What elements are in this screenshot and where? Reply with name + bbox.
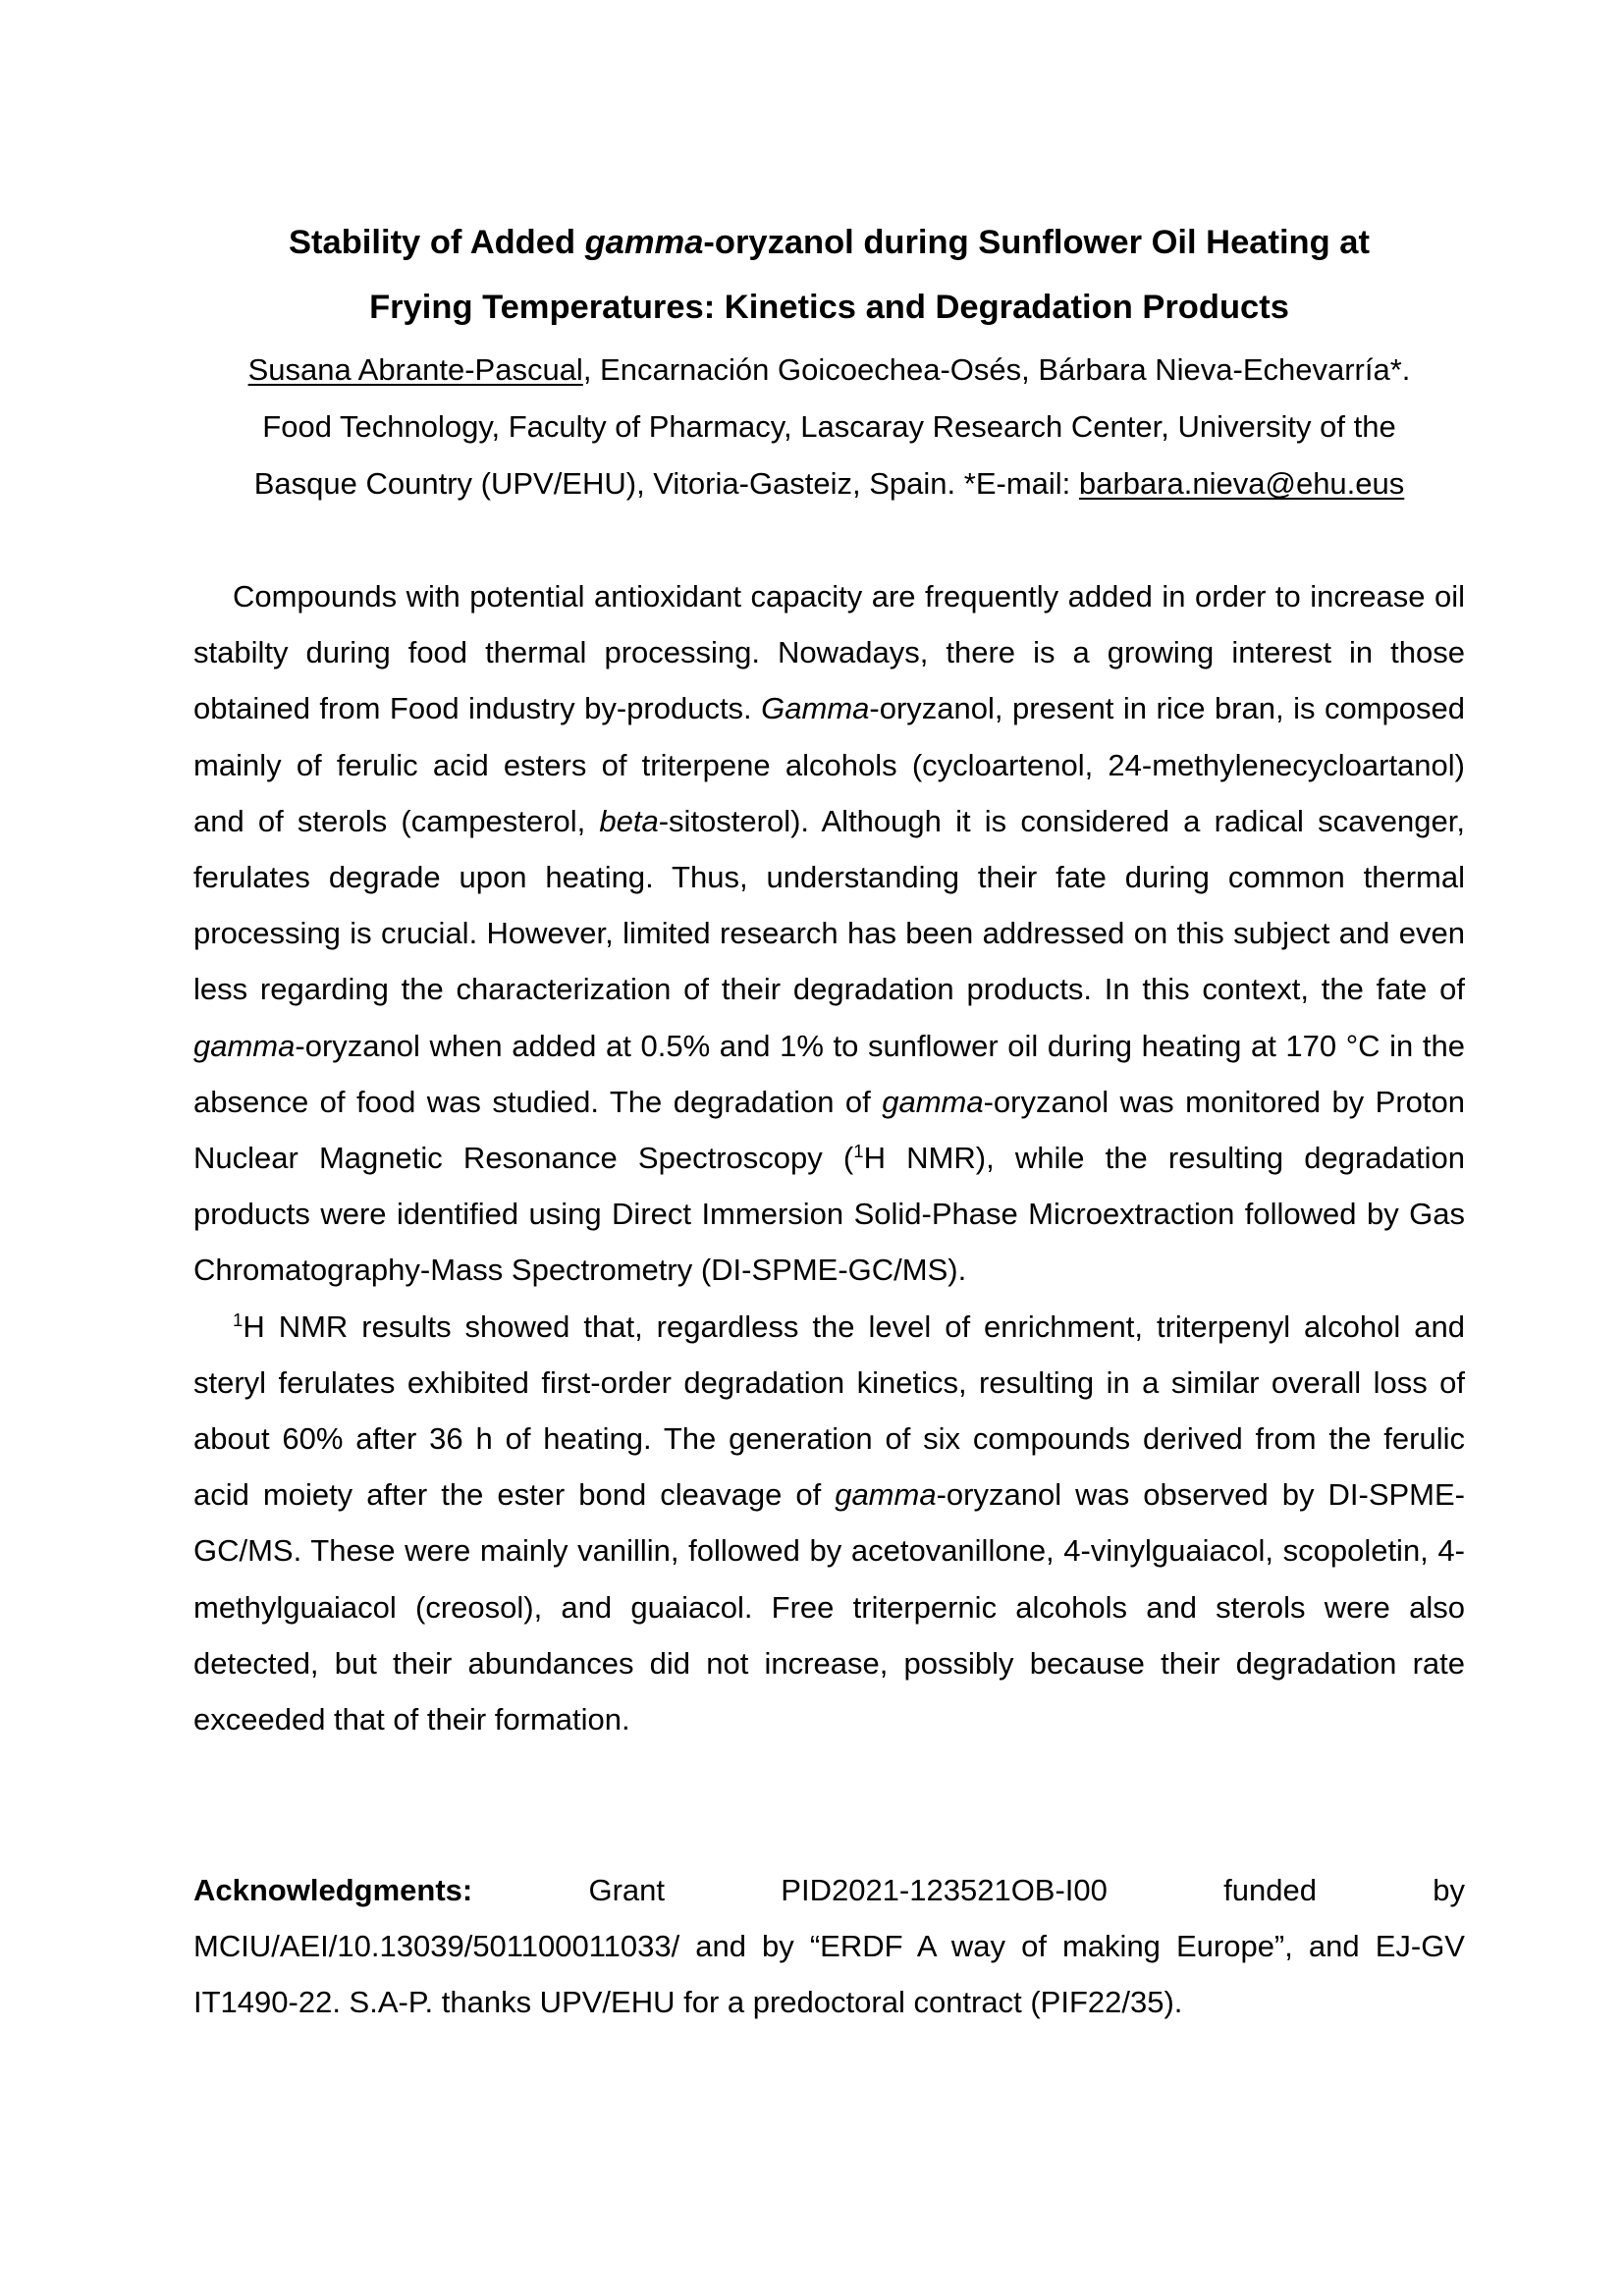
acknowledgments-section: [193, 1862, 1465, 2031]
abstract-paragraph-1: [193, 568, 1465, 1299]
italic-term: beta: [599, 803, 659, 838]
title-line-2: Frying Temperatures: Kinetics and Degradation Products: [369, 289, 1289, 326]
authors-affiliation-block: [193, 342, 1465, 512]
email-link[interactable]: barbara.nieva@ehu.eus: [1078, 466, 1405, 501]
isotope-superscript: 1: [233, 1308, 244, 1330]
body-text: Compounds with potential antioxidant capacity are frequently added in order to increase oil stabilty during food thermal processing. Nowadays, there is a growing interest in those obtained from Food industry by-products.: [193, 579, 1465, 726]
title-italic-term: gamma: [584, 224, 704, 261]
paper-title: [193, 210, 1465, 340]
abstract-body: [193, 568, 1465, 1747]
co-authors: , Encarnación Goicoechea-Osés, Bárbara Nieva-Echevarría*.: [582, 352, 1411, 387]
italic-term: Gamma: [761, 691, 870, 726]
presenting-author: Susana Abrante-Pascual: [247, 352, 583, 387]
body-text: -oryzanol, present in rice bran, is composed mainly of ferulic acid esters of triterpene alcohols (cycloartenol, 24-methylenecycloartanol) and of sterols (campesterol,: [193, 691, 1465, 838]
body-text: H NMR results showed that, regardless the level of enrichment, triterpenyl alcohol and steryl ferulates exhibited first-order degradation kinetics, resulting in a similar overall loss of about 60% after 36 h of heating. The generation of six compounds derived from the ferulic acid moiety after the ester bond cleavage of: [193, 1308, 1465, 1513]
affiliation-line-2: [193, 455, 1465, 512]
acknowledgments-text: Grant PID2021-123521OB-I00 funded by MCIU/AEI/10.13039/501100011033/ and by “ERDF A way of making Europe”, and EJ-GV IT1490-22. S.A-P. thanks UPV/EHU for a predoctoral contract (PIF22/35).: [193, 1873, 1465, 2020]
italic-term: gamma: [882, 1084, 984, 1119]
body-text: -sitosterol). Although it is considered a radical scavenger, ferulates degrade upon heating. Thus, understanding their fate during common thermal processing is crucial. However, limited research has been addressed on this subject and even less regarding the characterization of their degradation products. In this context, the fate of: [193, 803, 1465, 1007]
acknowledgments-label: Acknowledgments:: [193, 1873, 473, 1907]
title-text: -oryzanol during Sunflower Oil Heating at: [703, 224, 1370, 261]
title-line-1: [193, 210, 1465, 275]
acknowledgments-paragraph: [193, 1862, 1465, 2031]
affiliation-line-1: Food Technology, Faculty of Pharmacy, Lascaray Research Center, University of the: [262, 409, 1396, 444]
author-list: [193, 342, 1465, 399]
body-text: -oryzanol was monitored by Proton Nuclear Magnetic Resonance Spectroscopy (: [193, 1084, 1465, 1176]
abstract-paragraph-2: [193, 1299, 1465, 1748]
title-text: Stability of Added: [289, 224, 585, 261]
body-text: -oryzanol was observed by DI-SPME-GC/MS. These were mainly vanillin, followed by acetovanillone, 4-vinylguaiacol, scopoletin, 4-methylguaiacol (creosol), and guaiacol. Free triterpernic alcohols and sterols were also detected, but their abundances did not increase, possibly because their degradation rate exceeded that of their formation.: [193, 1477, 1466, 1737]
italic-term: gamma: [193, 1028, 296, 1063]
isotope-superscript: 1: [853, 1140, 864, 1161]
italic-term: gamma: [835, 1477, 937, 1513]
body-text: -oryzanol when added at 0.5% and 1% to sunflower oil during heating at 170 °C in the absence of food was studied. The degradation of: [193, 1028, 1465, 1119]
body-text: H NMR), while the resulting degradation products were identified using Direct Immersion Solid-Phase Microextraction followed by Gas Chromatography-Mass Spectrometry (DI-SPME-GC/MS).: [193, 1141, 1465, 1288]
affiliation-text: Basque Country (UPV/EHU), Vitoria-Gasteiz, Spain. *E-mail:: [253, 466, 1079, 501]
